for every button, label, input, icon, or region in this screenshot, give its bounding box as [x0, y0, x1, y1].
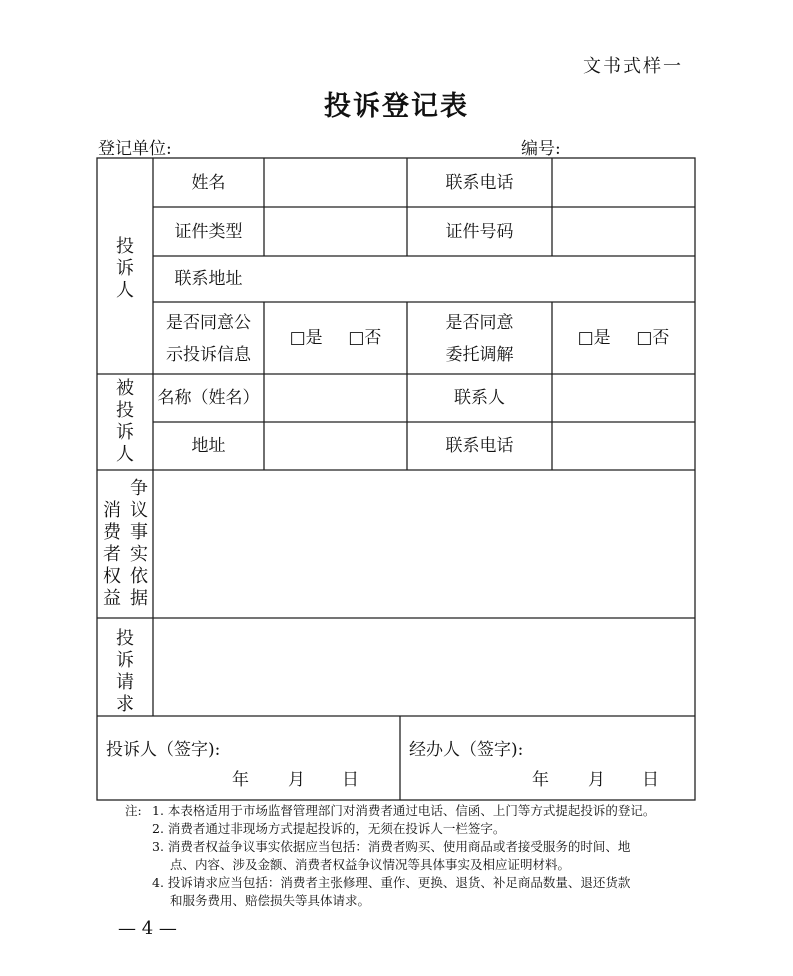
respondent-address-label: 地址	[191, 436, 226, 456]
contact-address-field[interactable]	[264, 256, 695, 302]
handler-sign-day: 日	[642, 770, 659, 790]
respondent-phone-field[interactable]	[552, 422, 695, 470]
respondent-contact-label: 联系人	[454, 388, 505, 408]
mediation-label	[407, 306, 552, 372]
respondent-address-field[interactable]	[264, 422, 407, 470]
registration-unit-label: 登记单位:	[98, 139, 172, 159]
complainant-signature-label: 投诉人（签字):	[106, 740, 221, 760]
note-item: 和服务费用、赔偿损失等具体请求。	[170, 893, 371, 908]
mediation-label-line1: 是否同意	[445, 313, 514, 333]
dispute-label-column-1: 消费者权益	[103, 500, 121, 609]
complaint-request-label: 投诉请求	[116, 628, 134, 715]
respondent-phone-label: 联系电话	[445, 436, 514, 456]
complainant-name-field[interactable]	[264, 158, 407, 207]
note-item: 3. 消费者权益争议事实依据应当包括：消费者购买、使用商品或者接受服务的时间、地	[152, 839, 631, 854]
page-number: — 4 —	[118, 918, 177, 939]
respondent-contact-field[interactable]	[552, 374, 695, 422]
complaint-request-field[interactable]	[153, 618, 695, 716]
handler-signature-label: 经办人（签字):	[409, 740, 524, 760]
dispute-facts-field[interactable]	[153, 470, 695, 618]
complainant-sign-day: 日	[342, 770, 359, 790]
note-item: 点、内容、涉及金额、消费者权益争议情况等具体事实及相应证明材料。	[170, 857, 571, 872]
respondent-section-label: 被投诉人	[116, 378, 134, 465]
disclose-info-label-line2: 示投诉信息	[166, 345, 251, 365]
complainant-sign-year: 年	[232, 770, 249, 790]
complainant-name-label: 姓名	[191, 172, 226, 193]
complainant-phone-field[interactable]	[552, 158, 695, 207]
complainant-phone-label: 联系电话	[445, 172, 514, 193]
dispute-label-column-2: 争议事实依据	[130, 478, 148, 609]
complainant-section-label: 投诉人	[116, 236, 134, 301]
mediation-options	[552, 302, 695, 374]
disclose-no-checkbox[interactable]: □否	[348, 328, 382, 348]
handler-sign-month: 月	[588, 770, 605, 790]
mediation-no-checkbox[interactable]: □否	[636, 328, 670, 348]
id-type-label: 证件类型	[174, 221, 243, 242]
note-item: 4. 投诉请求应当包括：消费者主张修理、重作、更换、退货、补足商品数量、退还货款	[152, 875, 631, 890]
respondent-name-field[interactable]	[264, 374, 407, 422]
respondent-name-label: 名称（姓名）	[157, 388, 260, 408]
note-item: 2. 消费者通过非现场方式提起投诉的，无须在投诉人一栏签字。	[152, 821, 506, 836]
contact-address-label: 联系地址	[174, 269, 243, 289]
id-number-label: 证件号码	[445, 221, 514, 242]
disclose-info-label	[153, 306, 264, 372]
handler-sign-year: 年	[532, 770, 549, 790]
page-title: 投诉登记表	[324, 91, 469, 122]
mediation-yes-checkbox[interactable]: □是	[577, 328, 611, 348]
serial-number-label: 编号:	[521, 139, 561, 159]
disclose-yes-checkbox[interactable]: □是	[289, 328, 323, 348]
form-reference: 文书式样一	[583, 56, 683, 77]
mediation-label-line2: 委托调解	[445, 345, 514, 365]
id-number-field[interactable]	[552, 207, 695, 256]
complainant-sign-month: 月	[288, 770, 305, 790]
disclose-info-label-line1: 是否同意公	[166, 313, 251, 333]
id-type-field[interactable]	[264, 207, 407, 256]
notes-prefix: 注:	[125, 803, 142, 818]
note-item: 1. 本表格适用于市场监督管理部门对消费者通过电话、信函、上门等方式提起投诉的登记。	[152, 803, 656, 818]
disclose-info-options	[264, 302, 407, 374]
